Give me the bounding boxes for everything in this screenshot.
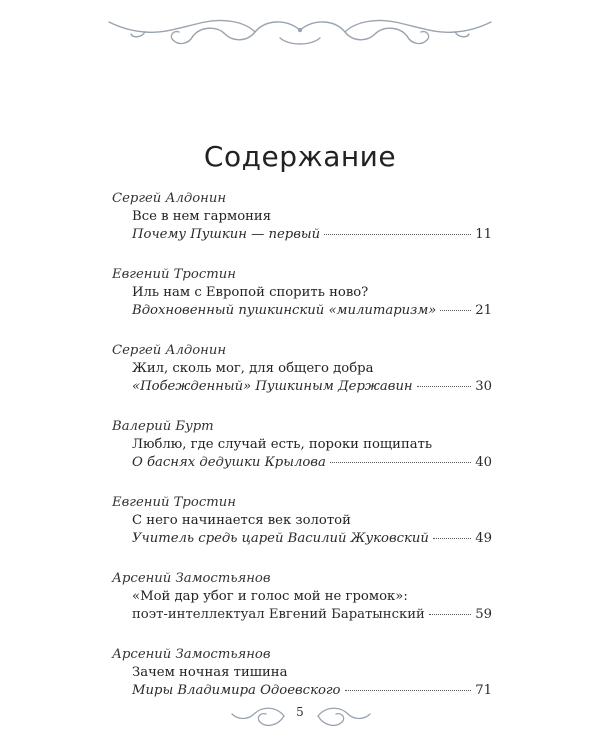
toc-entry [112, 342, 492, 396]
toc-author: Валерий Бурт [112, 419, 214, 434]
table-of-contents [112, 190, 492, 722]
toc-page-number: 71 [475, 683, 492, 698]
toc-article-row [112, 606, 492, 624]
dot-leader [417, 386, 472, 387]
toc-page-number: 11 [475, 227, 492, 242]
dot-leader [330, 462, 471, 463]
dot-leader [433, 538, 471, 539]
toc-heading: «Мой дар убог и голос мой не громок»: [132, 589, 408, 604]
toc-article-title: Вдохновенный пушкинский «милитаризм» [132, 303, 437, 318]
toc-article-title: Учитель средь царей Василий Жуковский [132, 531, 429, 546]
toc-author: Арсений Замостьянов [112, 647, 271, 662]
toc-page-number: 59 [475, 607, 492, 622]
toc-entry [112, 266, 492, 320]
toc-article-title: О баснях дедушки Крылова [132, 455, 326, 470]
toc-page-number: 21 [475, 303, 492, 318]
toc-heading: Люблю, где случай есть, пороки пощипать [132, 437, 433, 452]
toc-heading: Все в нем гармония [132, 209, 272, 224]
dot-leader [324, 234, 471, 235]
toc-heading: Зачем ночная тишина [132, 665, 288, 680]
toc-article-title: Миры Владимира Одоевского [132, 683, 341, 698]
toc-entry [112, 494, 492, 548]
toc-article-row [112, 226, 492, 244]
toc-heading: Жил, сколь мог, для общего добра [132, 361, 374, 376]
dot-leader [440, 310, 471, 311]
toc-article-row [112, 530, 492, 548]
toc-page-number: 40 [475, 455, 492, 470]
toc-article-title: Почему Пушкин — первый [132, 227, 321, 242]
toc-heading: Иль нам с Европой спорить ново? [132, 285, 369, 300]
page-title: Содержание [203, 140, 397, 173]
toc-entry [112, 418, 492, 472]
toc-author: Евгений Тростин [112, 267, 236, 282]
dot-leader [429, 614, 471, 615]
toc-entry [112, 646, 492, 700]
dot-leader [345, 690, 472, 691]
toc-heading: С него начинается век золотой [132, 513, 351, 528]
top-flourish-ornament [105, 8, 495, 56]
toc-article-row [112, 454, 492, 472]
toc-article-row [112, 302, 492, 320]
toc-author: Сергей Алдонин [112, 343, 227, 358]
toc-author: Сергей Алдонин [112, 191, 227, 206]
toc-article-title: «Побежденный» Пушкиным Державин [132, 379, 413, 394]
toc-article-title: поэт-интеллектуал Евгений Баратынский [132, 607, 425, 622]
page-number: 5 [296, 705, 304, 719]
toc-entry [112, 570, 492, 624]
toc-page-number: 49 [475, 531, 492, 546]
toc-entry [112, 190, 492, 244]
toc-author: Арсений Замостьянов [112, 571, 271, 586]
toc-author: Евгений Тростин [112, 495, 236, 510]
toc-article-row [112, 378, 492, 396]
toc-page-number: 30 [475, 379, 492, 394]
